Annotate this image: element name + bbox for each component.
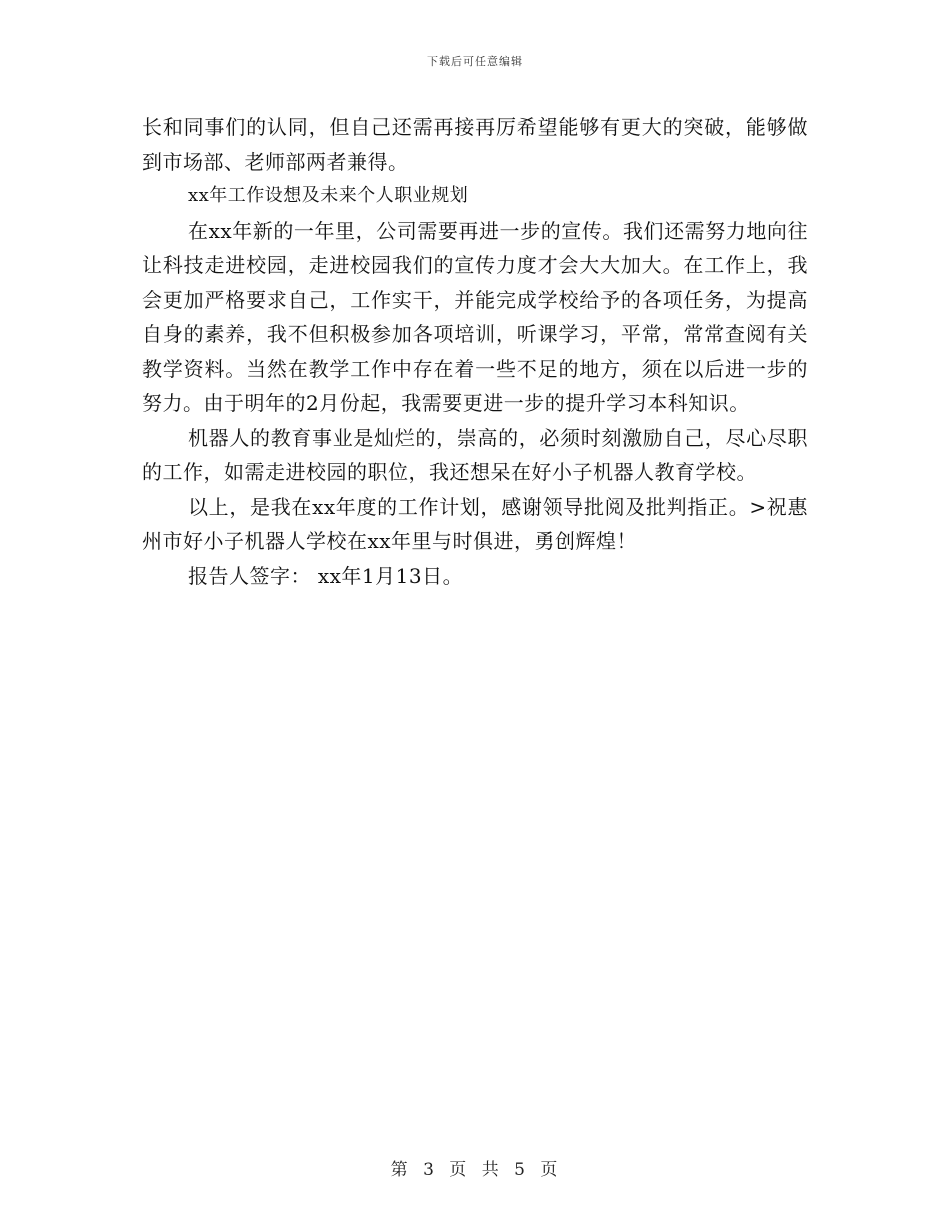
paragraph-career: 机器人的教育事业是灿烂的，崇高的，必须时刻激励自己，尽心尽职的工作，如需走进校园的职位，我还想呆在好小子机器人教育学校。 [142, 425, 808, 484]
section-heading: xx年工作设想及未来个人职业规划 [188, 185, 469, 206]
document-body [142, 110, 808, 593]
page-header: 下载后可任意编辑 [427, 55, 523, 68]
paragraph-continuation: 长和同事们的认同，但自己还需再接再厉希望能够有更大的突破，能够做到市场部、老师部两者兼得。 [142, 115, 808, 174]
page-number: 第 3 页 共 5 页 [390, 1160, 560, 1180]
paragraph-plan: 在xx年新的一年里，公司需要再进一步的宣传。我们还需努力地向往让科技走进校园，走进校园我们的宣传力度才会大大加大。在工作上，我会更加严格要求自己，工作实干，并能完成学校给予的各项任务，为提高自身的素养，我不但积极参加各项培训，听课学习，平常，常常查阅有关教学资料。当然在教学工作中存在着一些不足的地方，须在以后进一步的努力。由于明年的2月份起，我需要更进一步的提升学习本科知识。 [142, 218, 808, 415]
paragraph-closing: 以上，是我在xx年度的工作计划，感谢领导批阅及批判指正。>祝惠州市好小子机器人学校在xx年里与时俱进，勇创辉煌！ [142, 494, 808, 553]
signature-line: 报告人签字： xx年1月13日。 [188, 563, 464, 588]
